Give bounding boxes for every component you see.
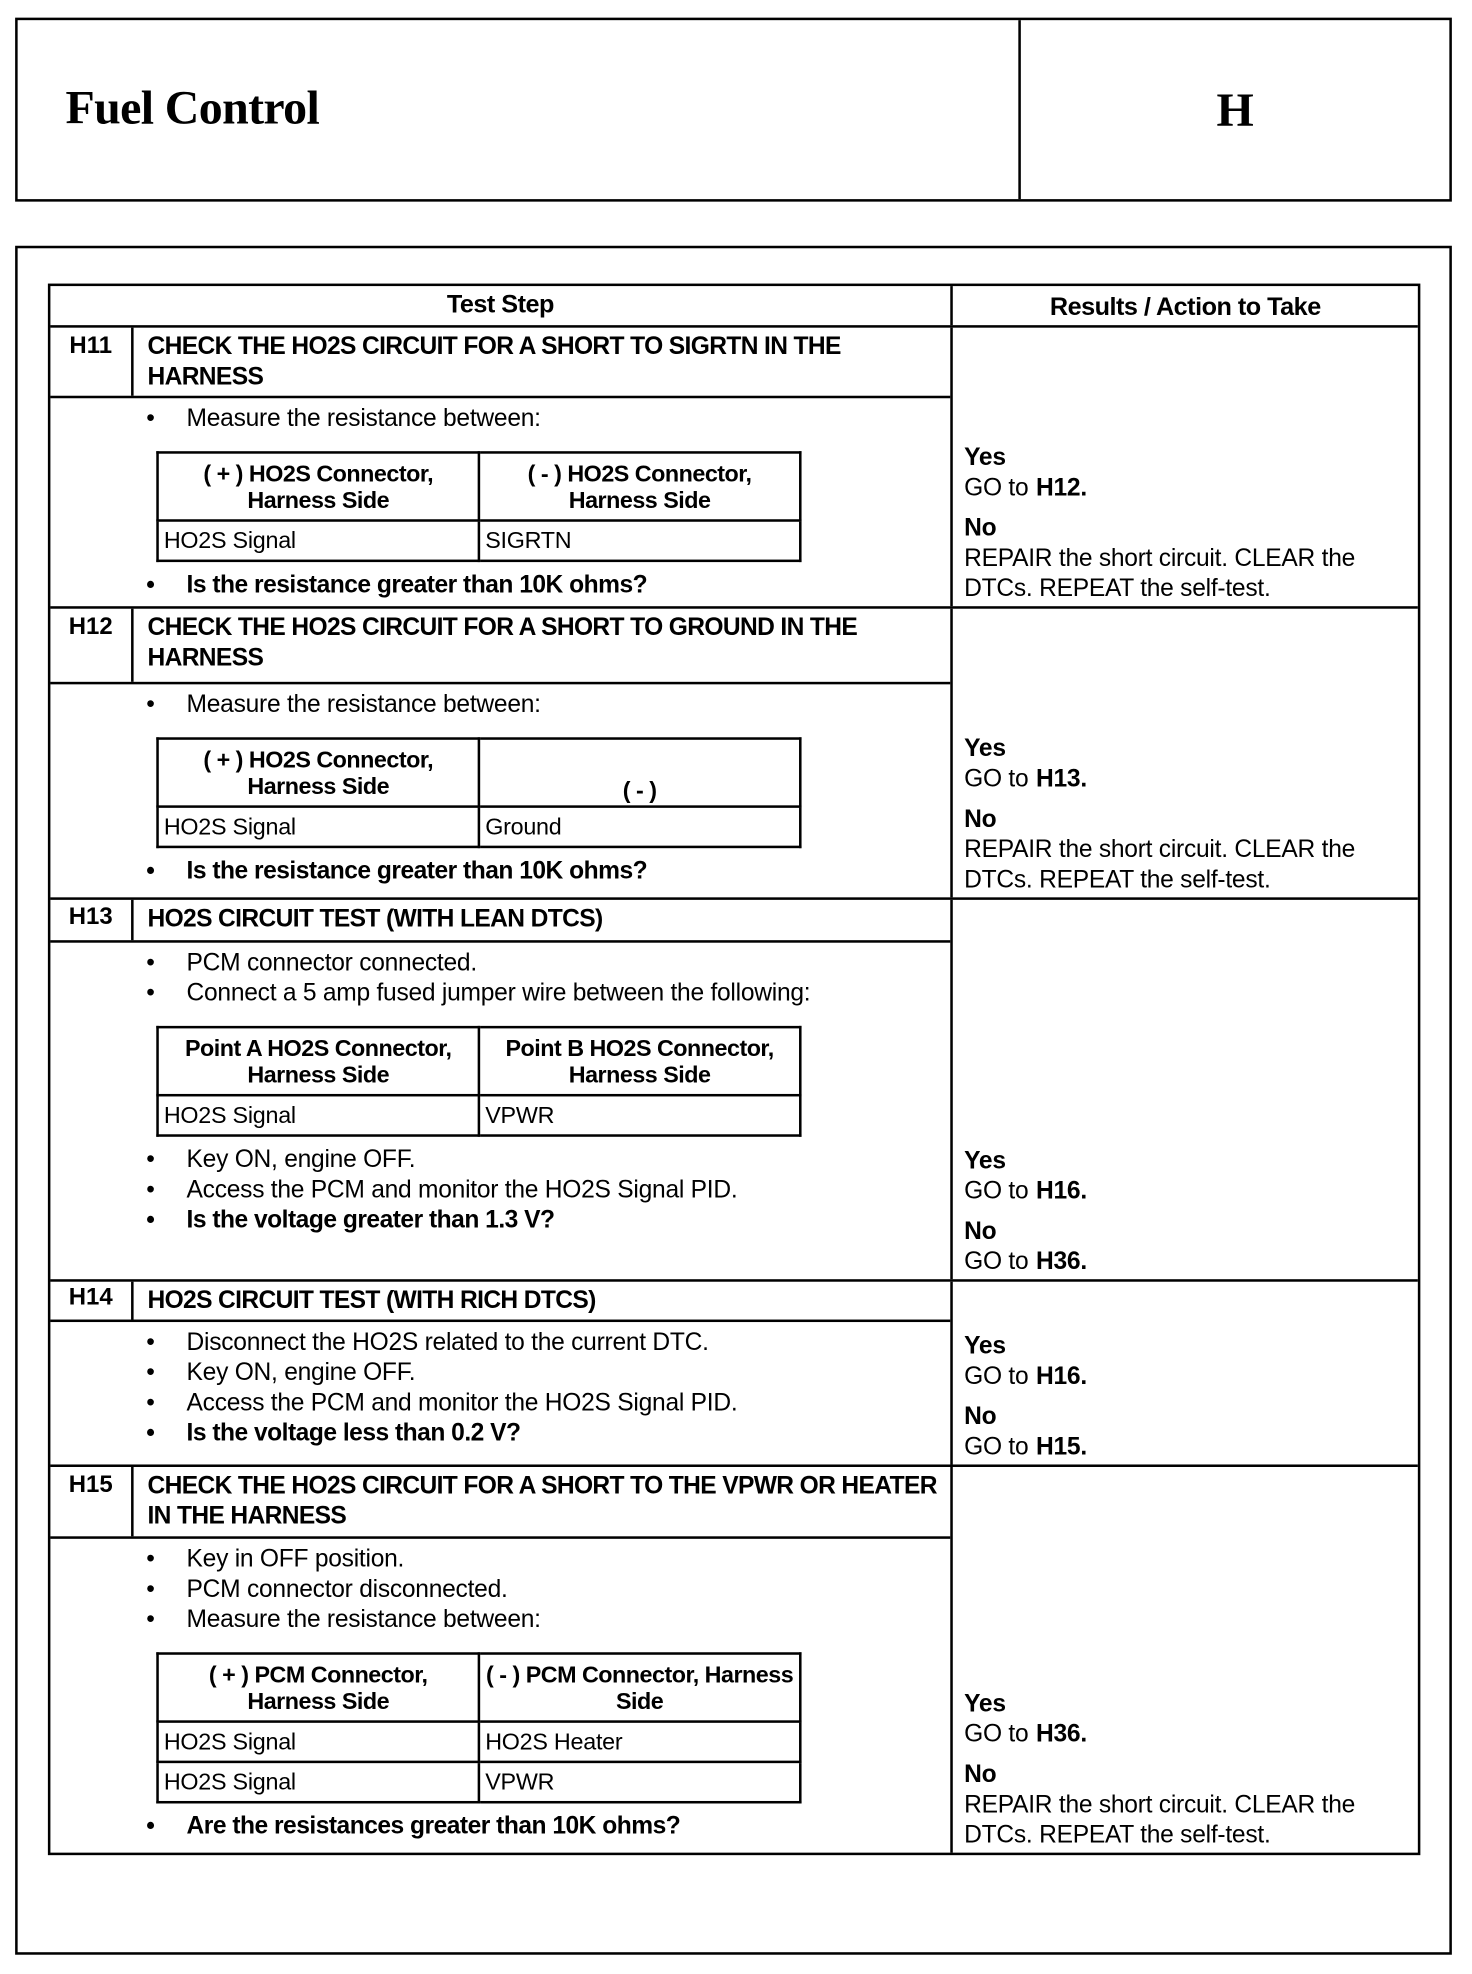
sub-cell: VPWR (479, 1095, 800, 1135)
step-body: • Measure the resistance between: ( + ) HO2S Connector, Harness Side ( - ) HO2S Signal Ground • Is the resistance greater than 10K ohms? (50, 689, 950, 886)
no-label: No (964, 1402, 997, 1431)
yes-target: H16. (1036, 1177, 1087, 1205)
step-h11 (50, 328, 1417, 609)
step-title: HO2S CIRCUIT TEST (WITH LEAN DTCS) (147, 904, 603, 933)
measurement-table (156, 1652, 801, 1803)
results-cell (953, 1282, 1418, 1465)
instruction: Key in OFF position. (186, 1545, 405, 1573)
results-cell (953, 1467, 1418, 1853)
step-h12 (50, 609, 1417, 900)
sub-cell: HO2S Signal (158, 1095, 479, 1135)
no-target: H36. (1036, 1247, 1087, 1276)
step-id: H12 (50, 609, 133, 682)
sub-cell: HO2S Signal (158, 807, 479, 847)
sub-cell: HO2S Signal (158, 1722, 479, 1762)
sub-header: ( + ) PCM Connector, Harness Side (158, 1654, 479, 1722)
step-body: • PCM connector connected. • Connect a 5 amp fused jumper wire between the following: Point A HO2S Connector, Harness Side Point B HO2S Connector, Harness Side HO2S Signal VPWR • Key ON, engine OFF. • Access the PCM and monitor the HO2S Signal PID. • Is the voltage greater than 1.3 V? (146, 949, 811, 1234)
measurement-table (156, 451, 801, 562)
no-action: REPAIR the short circuit. CLEAR the DTCs. REPEAT the self-test. (964, 1790, 1356, 1849)
step-h15 (50, 1467, 1417, 1853)
yes-target: H36. (1036, 1720, 1087, 1749)
page-title: Fuel Control (65, 81, 320, 135)
sub-header: ( - ) (479, 739, 800, 807)
step-body: • Disconnect the HO2S related to the current DTC. • Key ON, engine OFF. • Access the PCM and monitor the HO2S Signal PID. • Is the voltage less than 0.2 V? (146, 1328, 738, 1447)
question: Is the resistance greater than 10K ohms? (186, 857, 648, 885)
no-action: GO to (964, 1432, 1029, 1461)
question: Are the resistances greater than 10K ohms? (186, 1812, 681, 1841)
yes-target: H13. (1036, 765, 1087, 793)
no-label: No (964, 1217, 997, 1246)
step-h13 (50, 900, 1417, 1282)
yes-label: Yes (964, 1332, 1006, 1360)
instruction: Access the PCM and monitor the HO2S Signal PID. (186, 1388, 738, 1417)
sub-cell: Ground (479, 807, 800, 847)
instruction: PCM connector disconnected. (186, 1575, 508, 1604)
sub-header: ( + ) HO2S Connector, Harness Side (158, 739, 479, 807)
instruction: Connect a 5 amp fused jumper wire between the following: (186, 979, 811, 1007)
measurement-table (156, 737, 801, 848)
results-cell (953, 328, 1418, 607)
question: Is the voltage greater than 1.3 V? (186, 1206, 555, 1234)
instruction: Key ON, engine OFF. (186, 1145, 416, 1174)
step-body: • Key in OFF position. • PCM connector disconnected. • Measure the resistance between: ( + ) PCM Connector, Harness Side ( - ) PCM Connector, Harness Side HO2S Signal HO2S Heater HO2S Signal VPWR • Are the resistances greater than 10K ohms? (50, 1544, 950, 1841)
yes-label: Yes (964, 1690, 1006, 1718)
step-title: CHECK THE HO2S CIRCUIT FOR A SHORT TO GROUND IN THE HARNESS (147, 613, 858, 672)
no-action: REPAIR the short circuit. CLEAR the DTCs. REPEAT the self-test. (964, 835, 1356, 894)
yes-action: GO to (964, 1720, 1029, 1749)
instruction: Access the PCM and monitor the HO2S Signal PID. (186, 1175, 738, 1204)
sub-cell: VPWR (479, 1762, 800, 1802)
yes-label: Yes (964, 734, 1006, 763)
col-results: Results / Action to Take (1049, 293, 1321, 322)
measurement-table (156, 1026, 801, 1137)
section-letter: H (1216, 84, 1254, 138)
instruction: PCM connector connected. (186, 949, 477, 977)
results-cell (953, 609, 1418, 898)
step-id: H15 (50, 1467, 133, 1536)
yes-action: GO to (964, 1177, 1029, 1205)
instruction: Disconnect the HO2S related to the current DTC. (186, 1328, 709, 1357)
sub-cell: HO2S Signal (158, 1762, 479, 1802)
no-label: No (964, 805, 997, 834)
no-label: No (964, 1760, 997, 1789)
sub-cell: SIGRTN (479, 521, 800, 561)
step-body: • Measure the resistance between: ( + ) HO2S Connector, Harness Side ( - ) HO2S Connector, Harness Side HO2S Signal SIGRTN • Is the resistance greater than 10K ohms? (50, 403, 950, 600)
table-header (50, 286, 1417, 328)
step-title: CHECK THE HO2S CIRCUIT FOR A SHORT TO THE VPWR OR HEATER IN THE HARNESS (147, 1472, 937, 1531)
sub-header: Point B HO2S Connector, Harness Side (479, 1027, 800, 1095)
sub-header: ( - ) PCM Connector, Harness Side (479, 1654, 800, 1722)
sub-cell: HO2S Heater (479, 1722, 800, 1762)
instruction: Measure the resistance between: (186, 404, 541, 433)
yes-target: H12. (1036, 473, 1087, 502)
step-title: HO2S CIRCUIT TEST (WITH RICH DTCS) (147, 1286, 596, 1315)
step-id: H13 (50, 900, 133, 940)
yes-label: Yes (964, 443, 1006, 472)
question: Is the resistance greater than 10K ohms? (186, 570, 648, 599)
test-step-table (48, 284, 1420, 1856)
instruction: Key ON, engine OFF. (186, 1358, 416, 1387)
no-action: REPAIR the short circuit. CLEAR the DTCs. REPEAT the self-test. (964, 544, 1356, 603)
yes-label: Yes (964, 1146, 1006, 1175)
results-cell (953, 900, 1418, 1279)
yes-target: H16. (1036, 1362, 1087, 1391)
yes-action: GO to (964, 473, 1029, 502)
question: Is the voltage less than 0.2 V? (186, 1419, 521, 1447)
col-test-step: Test Step (50, 286, 952, 325)
sub-cell: HO2S Signal (158, 521, 479, 561)
page-header (15, 18, 1452, 202)
sub-header: ( - ) HO2S Connector, Harness Side (479, 452, 800, 520)
yes-action: GO to (964, 1362, 1029, 1391)
sub-header: ( + ) HO2S Connector, Harness Side (158, 452, 479, 520)
yes-action: GO to (964, 765, 1029, 793)
no-target: H15. (1036, 1432, 1087, 1461)
instruction: Measure the resistance between: (186, 690, 541, 719)
step-id: H11 (50, 328, 133, 396)
sub-header: Point A HO2S Connector, Harness Side (158, 1027, 479, 1095)
no-action: GO to (964, 1247, 1029, 1276)
step-id: H14 (50, 1282, 133, 1320)
no-label: No (964, 514, 997, 542)
step-title: CHECK THE HO2S CIRCUIT FOR A SHORT TO SIGRTN IN THE HARNESS (147, 332, 841, 391)
instruction: Measure the resistance between: (186, 1605, 541, 1634)
step-h14 (50, 1282, 1417, 1467)
